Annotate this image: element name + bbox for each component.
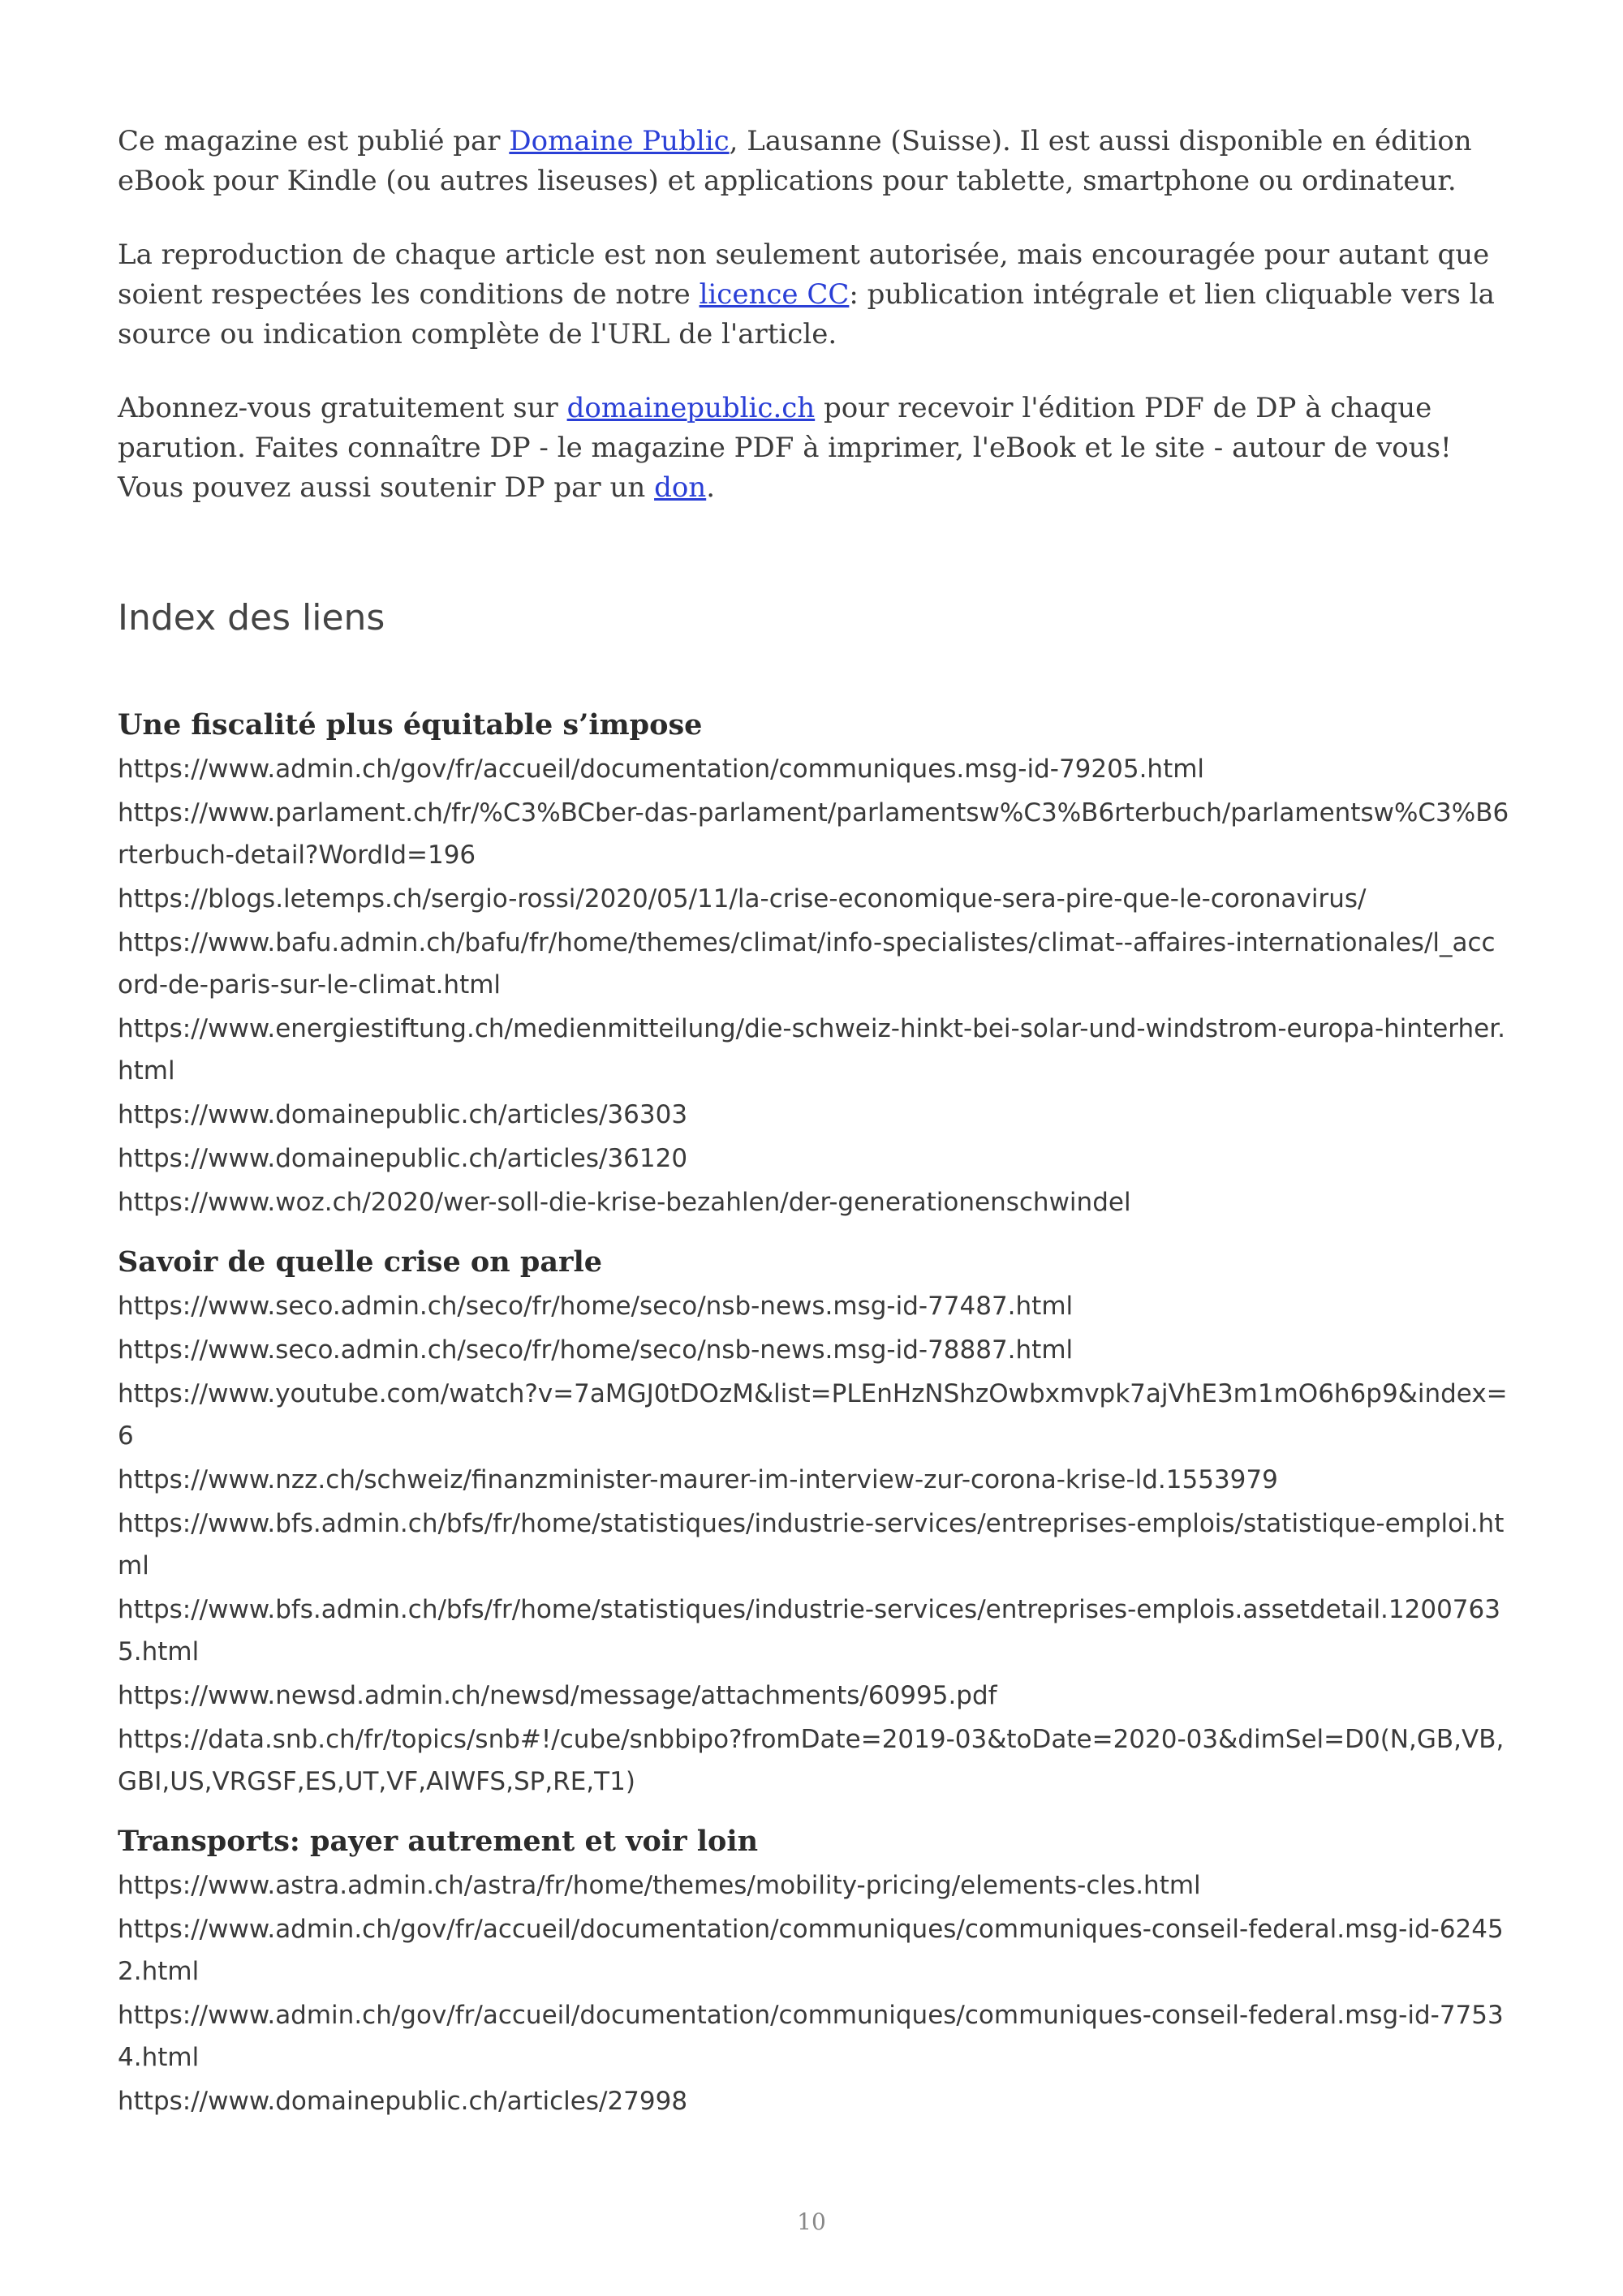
intro-text: Ce magazine est publié par xyxy=(118,125,510,157)
index-article xyxy=(118,1241,1509,1803)
intro-text: Abonnez-vous gratuitement sur xyxy=(118,392,567,424)
index-link-url: https://www.newsd.admin.ch/newsd/message/attachments/60995.pdf xyxy=(118,1681,997,1710)
article-title: Savoir de quelle crise on parle xyxy=(118,1245,603,1279)
intro-text: . xyxy=(706,471,716,504)
index-link-url: https://www.nzz.ch/schweiz/finanzminister-maurer-im-interview-zur-corona-krise-ld.1553979 xyxy=(118,1465,1278,1494)
index-link-url: https://www.seco.admin.ch/seco/fr/home/seco/nsb-news.msg-id-78887.html xyxy=(118,1335,1074,1365)
index-heading: Index des liens xyxy=(118,597,385,638)
index-link-url: https://www.woz.ch/2020/wer-soll-die-krise-bezahlen/der-generationenschwindel xyxy=(118,1188,1131,1217)
donation-link[interactable]: don xyxy=(654,471,707,504)
index-link-url: https://www.admin.ch/gov/fr/accueil/documentation/communiques/communiques-conseil-federal.msg-id-77534.html xyxy=(118,2001,1504,2072)
article-title: Une fiscalité plus équitable s’impose xyxy=(118,708,703,742)
intro-text: pour recevoir l'édition PDF de DP à chaque parution. Faites connaître DP - le magazine PDF à imprimer, l'eBook et le site - autour de vous! Vous pouvez aussi soutenir DP par un xyxy=(118,392,1452,504)
domainepublic-site-link[interactable]: domainepublic.ch xyxy=(566,392,816,424)
link-index xyxy=(118,704,1509,2122)
index-article xyxy=(118,704,1509,1223)
intro-text: : publication intégrale et lien cliquable vers la source ou indication complète de l'URL de l'article. xyxy=(118,278,1495,350)
intro-paragraph-subscribe xyxy=(118,389,1509,508)
index-link-url: https://www.seco.admin.ch/seco/fr/home/seco/nsb-news.msg-id-77487.html xyxy=(118,1292,1074,1321)
intro-text: , Lausanne (Suisse). Il est aussi disponible en édition eBook pour Kindle (ou autres liseuses) et applications pour tablette, smartphone ou ordinateur. xyxy=(118,125,1472,197)
page-content xyxy=(118,122,1509,2140)
index-link-url: https://blogs.letemps.ch/sergio-rossi/2020/05/11/la-crise-economique-sera-pire-que-le-coronavirus/ xyxy=(118,884,1367,914)
index-link-url: https://www.bfs.admin.ch/bfs/fr/home/statistiques/industrie-services/entreprises-emplois.assetdetail.12007635.html xyxy=(118,1595,1500,1666)
index-link-url: https://www.admin.ch/gov/fr/accueil/documentation/communiques/communiques-conseil-federal.msg-id-62452.html xyxy=(118,1915,1504,1986)
licence-cc-link[interactable]: licence CC xyxy=(699,278,850,311)
index-link-url: https://www.domainepublic.ch/articles/27998 xyxy=(118,2087,688,2116)
index-link-url: https://www.admin.ch/gov/fr/accueil/documentation/communiques.msg-id-79205.html xyxy=(118,755,1205,784)
index-link-url: https://www.bfs.admin.ch/bfs/fr/home/statistiques/industrie-services/entreprises-emplois/statistique-emploi.html xyxy=(118,1509,1505,1580)
intro-paragraph-license xyxy=(118,235,1509,355)
index-link-url: https://www.parlament.ch/fr/%C3%BCber-das-parlament/parlamentsw%C3%B6rterbuch/parlamentsw%C3%B6rterbuch-detail?WordId=196 xyxy=(118,798,1509,870)
index-link-url: https://www.youtube.com/watch?v=7aMGJ0tDOzM&list=PLEnHzNShzOwbxmvpk7ajVhE3m1mO6h6p9&index=6 xyxy=(118,1379,1508,1451)
index-article xyxy=(118,1821,1509,2122)
intro-text: La reproduction de chaque article est non seulement autorisée, mais encouragée pour autant que soient respectées les conditions de notre xyxy=(118,239,1490,311)
index-link-url: https://www.astra.admin.ch/astra/fr/home/themes/mobility-pricing/elements-cles.html xyxy=(118,1871,1201,1900)
index-link-url: https://www.bafu.admin.ch/bafu/fr/home/themes/climat/info-specialistes/climat--affaires-internationales/l_accord-de-paris-sur-le-climat.html xyxy=(118,928,1496,1000)
index-link-url: https://www.domainepublic.ch/articles/36303 xyxy=(118,1100,688,1129)
intro-paragraph-publisher xyxy=(118,122,1509,201)
index-link-url: https://www.energiestiftung.ch/medienmitteilung/die-schweiz-hinkt-bei-solar-und-windstrom-europa-hinterher.html xyxy=(118,1014,1505,1086)
domaine-public-link[interactable]: Domaine Public xyxy=(509,125,730,157)
index-link-url: https://www.domainepublic.ch/articles/36120 xyxy=(118,1144,688,1173)
index-link-url: https://data.snb.ch/fr/topics/snb#!/cube/snbbipo?fromDate=2019-03&toDate=2020-03&dimSel=D0(N,GB,VB,GBI,US,VRGSF,ES,UT,VF,AIWFS,SP,RE,T1) xyxy=(118,1725,1505,1796)
page-number: 10 xyxy=(797,2208,826,2235)
article-title: Transports: payer autrement et voir loin xyxy=(118,1825,759,1858)
